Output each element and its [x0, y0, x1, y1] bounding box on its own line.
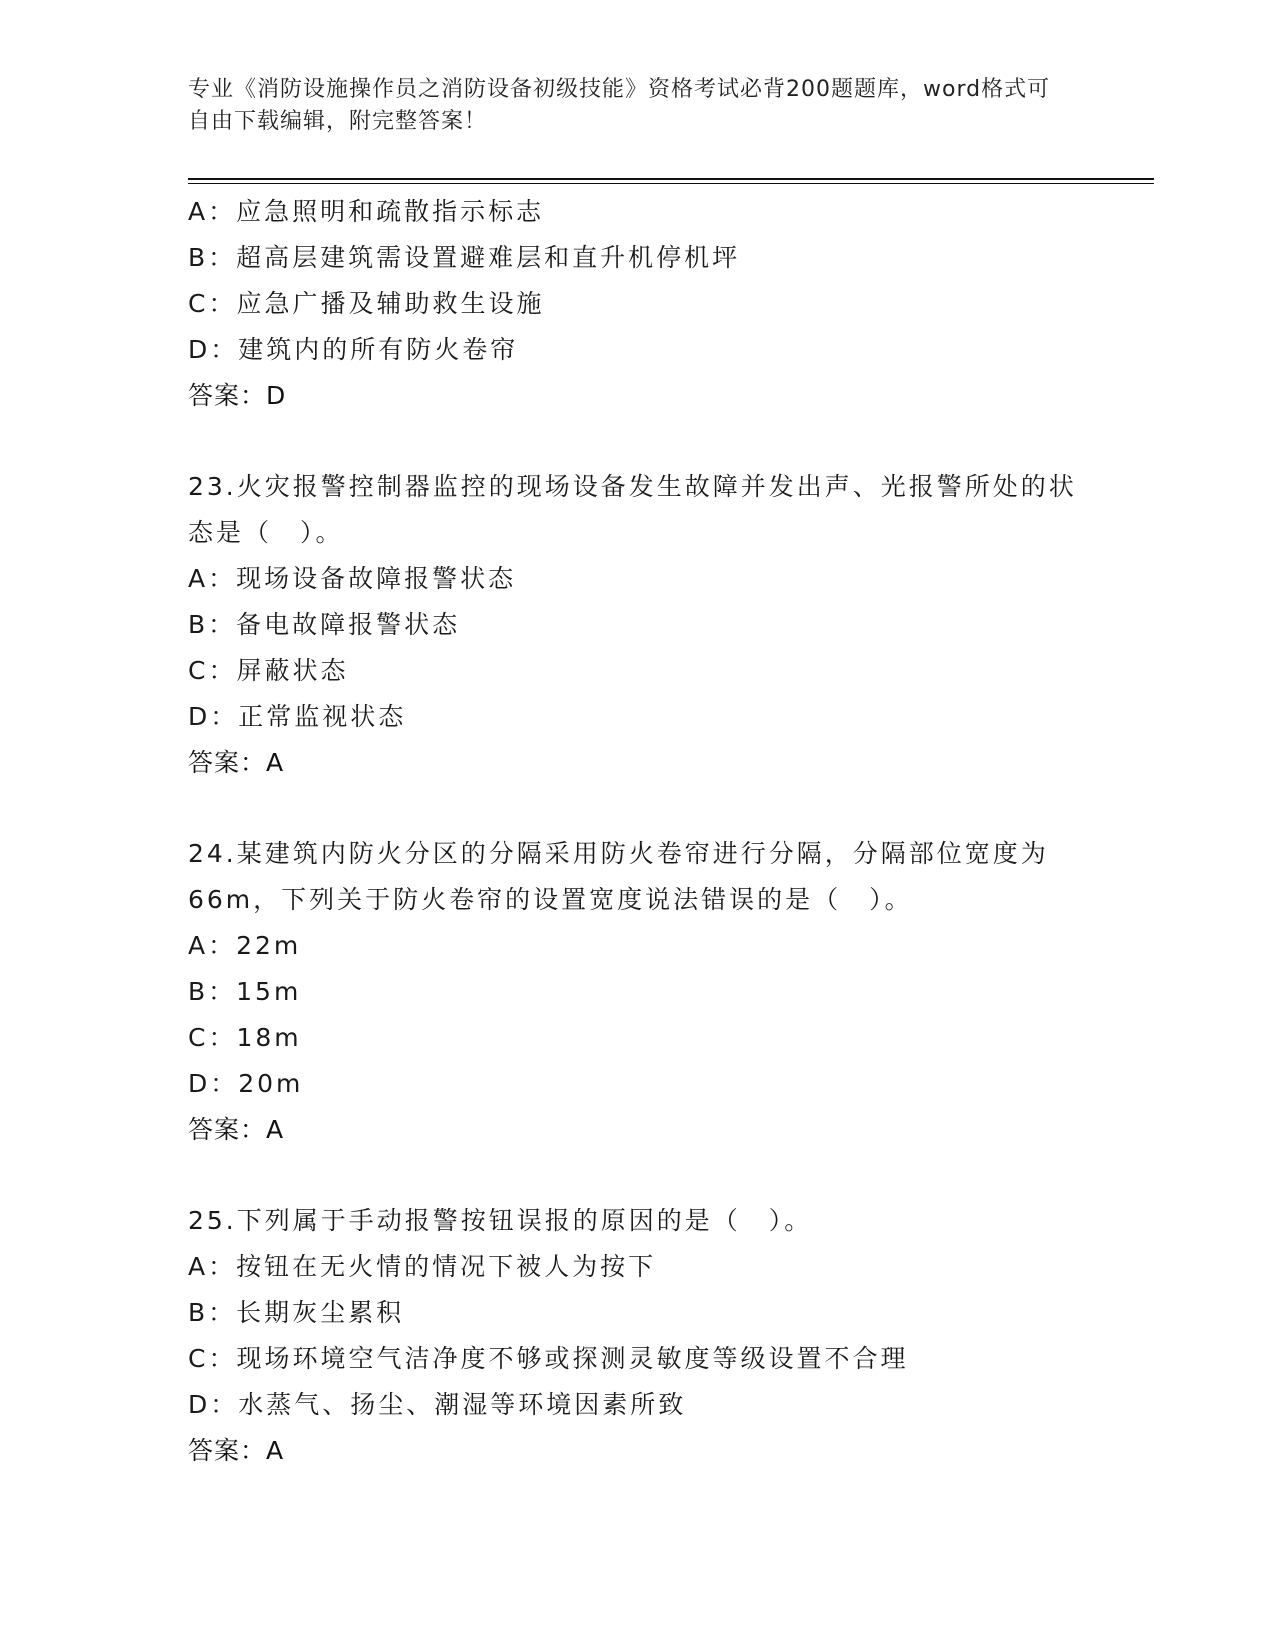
option-d: D：20m	[188, 1069, 304, 1098]
option-a: A：按钮在无火情的情况下被人为按下	[188, 1252, 657, 1281]
option-d: D：正常监视状态	[188, 702, 407, 731]
option-b: B：15m	[188, 977, 302, 1006]
answer: 答案：A	[188, 1115, 285, 1144]
option-d: D：建筑内的所有防火卷帘	[188, 335, 519, 364]
option-c: C：屏蔽状态	[188, 656, 349, 685]
option-c: C：现场环境空气洁净度不够或探测灵敏度等级设置不合理	[188, 1344, 909, 1373]
question-block	[188, 464, 1088, 786]
header-rule-thin	[188, 183, 1154, 184]
question-block	[188, 189, 1088, 419]
option-a: A：应急照明和疏散指示标志	[188, 197, 545, 226]
option-d: D：水蒸气、扬尘、潮湿等环境因素所致	[188, 1390, 687, 1419]
question-block	[188, 1198, 1088, 1474]
option-b: B：超高层建筑需设置避难层和直升机停机坪	[188, 243, 741, 272]
question-text: 25.下列属于手动报警按钮误报的原因的是（ ）。	[188, 1206, 813, 1235]
option-c: C：应急广播及辅助救生设施	[188, 289, 545, 318]
option-a: A：22m	[188, 931, 302, 960]
question-text: 23.火灾报警控制器监控的现场设备发生故障并发出声、光报警所处的状态是（ ）。	[188, 472, 1077, 547]
option-b: B：长期灰尘累积	[188, 1298, 405, 1327]
question-list	[188, 189, 1088, 1474]
option-c: C：18m	[188, 1023, 302, 1052]
answer: 答案：A	[188, 1436, 285, 1465]
header-rule-thick	[188, 178, 1154, 180]
question-text: 24.某建筑内防火分区的分隔采用防火卷帘进行分隔，分隔部位宽度为66m，下列关于防火卷帘的设置宽度说法错误的是（ ）。	[188, 839, 1049, 914]
option-a: A：现场设备故障报警状态	[188, 564, 517, 593]
answer: 答案：D	[188, 381, 287, 410]
answer: 答案：A	[188, 748, 285, 777]
question-block	[188, 831, 1088, 1153]
document-header: 专业《消防设施操作员之消防设备初级技能》资格考试必背200题题库，word格式可自由下载编辑，附完整答案！	[188, 77, 1051, 134]
option-b: B：备电故障报警状态	[188, 610, 461, 639]
